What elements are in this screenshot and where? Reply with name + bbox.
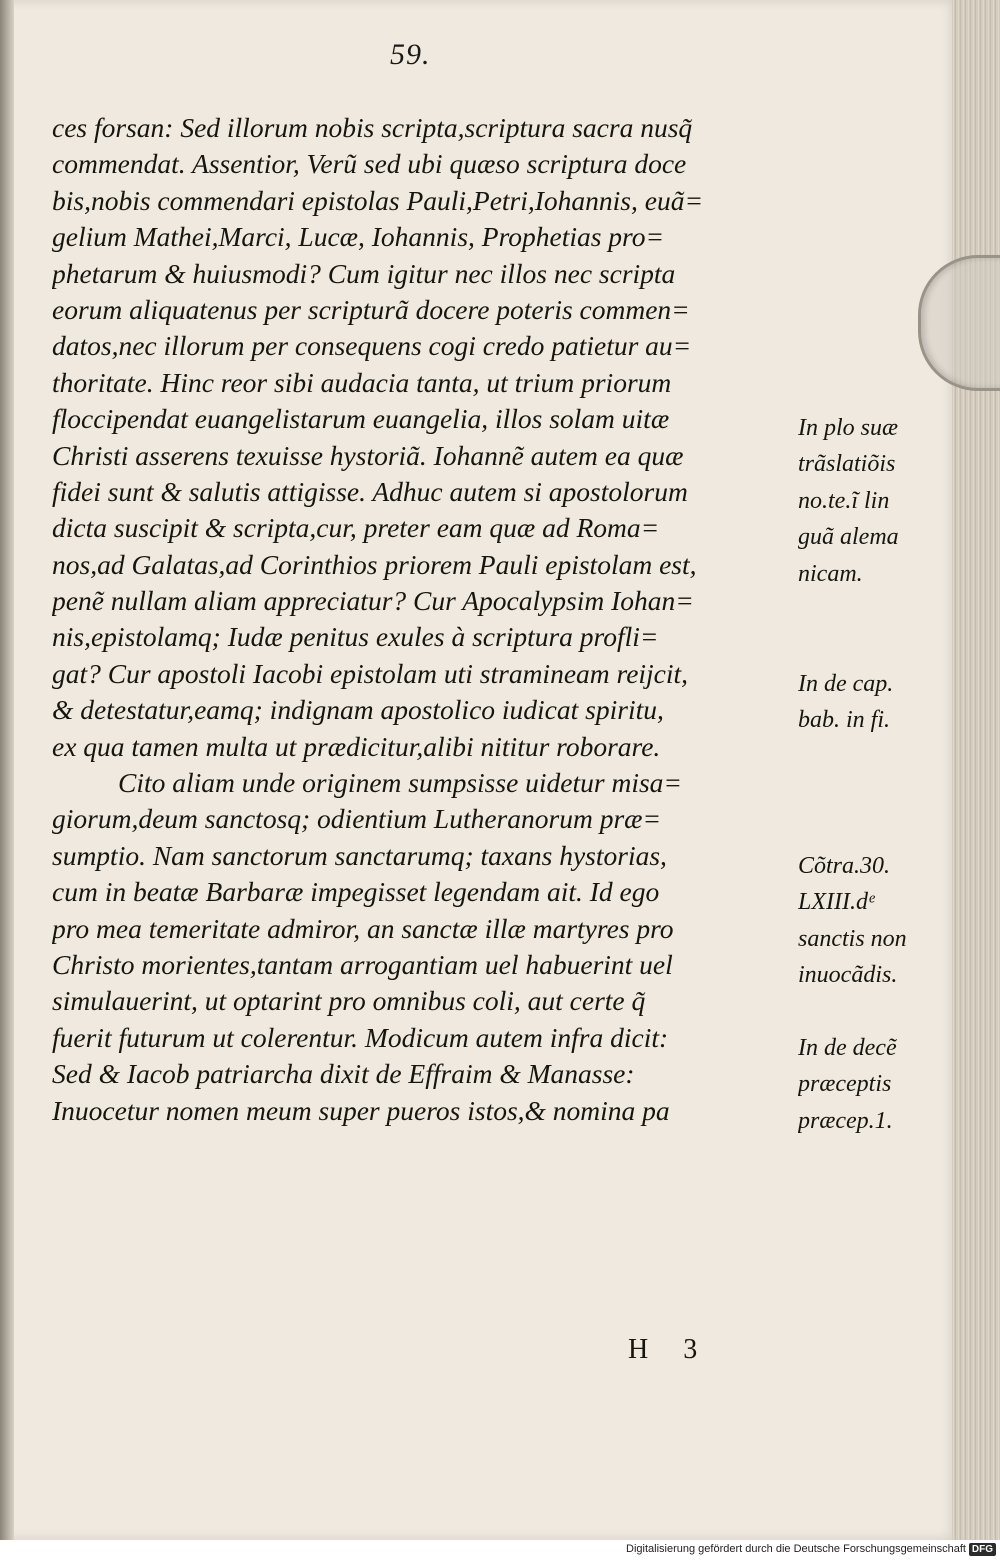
text-line: pro mea temeritate admiror, an sanctæ illæ martyres pro: [52, 912, 674, 944]
text-line-paragraph-start: Cito aliam unde originem sumpsisse uidetur misa=: [118, 767, 682, 799]
text-line: & detestatur,eamq; indignam apostolico iudicat spiritu,: [52, 694, 664, 726]
text-line: thoritate. Hinc reor sibi audacia tanta, ut trium priorum: [52, 366, 672, 398]
funding-credit: Digitalisierung gefördert durch die Deutsche Forschungsgemeinschaft: [626, 1543, 966, 1555]
text-line: fidei sunt & salutis attigisse. Adhuc autem si apostolorum: [52, 475, 688, 507]
marginal-line: bab. in fi.: [798, 707, 891, 734]
text-line: gelium Mathei,Marci, Lucæ, Iohannis, Prophetias pro=: [52, 221, 665, 253]
marginal-line: In de decẽ: [798, 1035, 897, 1061]
marginal-note-translation: [798, 410, 948, 592]
main-text-block: [52, 110, 797, 1129]
marginal-line: no.te.ĩ lin: [798, 487, 890, 514]
text-line: Christi asserens texuisse hystoriã. Iohannẽ autem ea quæ: [52, 439, 684, 471]
marginal-line: In plo suæ: [798, 415, 899, 441]
marginal-line: nicam.: [798, 560, 863, 587]
text-line: giorum,deum sanctosq; odientium Lutheranorum præ=: [52, 803, 662, 835]
marginal-line: Cõtra.30.: [798, 853, 891, 879]
text-line: Inuocetur nomen meum super pueros istos,& nomina pa: [52, 1094, 670, 1126]
marginal-line: LXIII.dᵉ: [798, 889, 875, 916]
text-line: eorum aliquatenus per scripturã docere poteris commen=: [52, 293, 690, 325]
marginal-line: præcep.1.: [798, 1107, 893, 1134]
marginal-note-commandments: [798, 1030, 948, 1139]
text-line: nos,ad Galatas,ad Corinthios priorem Pauli epistolam est,: [52, 548, 697, 580]
folio-number: 59.: [390, 38, 431, 71]
text-line: sumptio. Nam sanctorum sanctarumq; taxans hystorias,: [52, 839, 667, 871]
marginal-line: trãslatiõis: [798, 451, 896, 478]
signature-mark: H 3: [628, 1334, 712, 1365]
marginal-note-saints: [798, 848, 948, 994]
text-line: floccipendat euangelistarum euangelia, illos solam uitæ: [52, 403, 670, 435]
text-line: nis,epistolamq; Iudæ penitus exules à scriptura profli=: [52, 621, 659, 653]
dfg-logo: DFG: [969, 1543, 996, 1556]
page-edges: [952, 0, 1000, 1540]
marginal-line: sanctis non: [798, 925, 907, 952]
marginal-line: præceptis: [798, 1071, 892, 1098]
text-line: Sed & Iacob patriarcha dixit de Effraim & Manasse:: [52, 1058, 635, 1090]
marginal-line: inuocãdis.: [798, 962, 898, 989]
text-line: dicta suscipit & scripta,cur, preter eam quæ ad Roma=: [52, 512, 660, 544]
text-line: commendat. Assentior, Verũ sed ubi quæso scriptura doce: [52, 148, 687, 180]
digitization-footer: [0, 1540, 1000, 1561]
text-line: cum in beatæ Barbaræ impegisset legendam ait. Id ego: [52, 876, 660, 908]
marginal-note-captivity: [798, 666, 948, 739]
text-line: simulauerint, ut optarint pro omnibus coli, aut certe q̃: [52, 985, 646, 1017]
marginal-line: In de cap.: [798, 671, 894, 697]
text-line: gat? Cur apostoli Iacobi epistolam uti stramineam reijcit,: [52, 657, 689, 689]
text-line: ex qua tamen multa ut prædicitur,alibi nititur roborare.: [52, 730, 661, 762]
text-line: ces forsan: Sed illorum nobis scripta,scriptura sacra nusq̃: [52, 112, 693, 143]
text-line: fuerit futurum ut colerentur. Modicum autem infra dicit:: [52, 1021, 669, 1053]
text-line: phetarum & huiusmodi? Cum igitur nec illos nec scripta: [52, 257, 676, 289]
text-line: datos,nec illorum per consequens cogi credo patietur au=: [52, 330, 692, 362]
gutter-shadow: [0, 0, 14, 1540]
text-line: penẽ nullam aliam appreciatur? Cur Apocalypsim Iohan=: [52, 585, 694, 617]
marginal-line: guã alema: [798, 524, 899, 551]
text-line: Christo morientes,tantam arrogantiam uel habuerint uel: [52, 948, 673, 980]
text-line: bis,nobis commendari epistolas Pauli,Petri,Iohannis, euã=: [52, 184, 704, 216]
